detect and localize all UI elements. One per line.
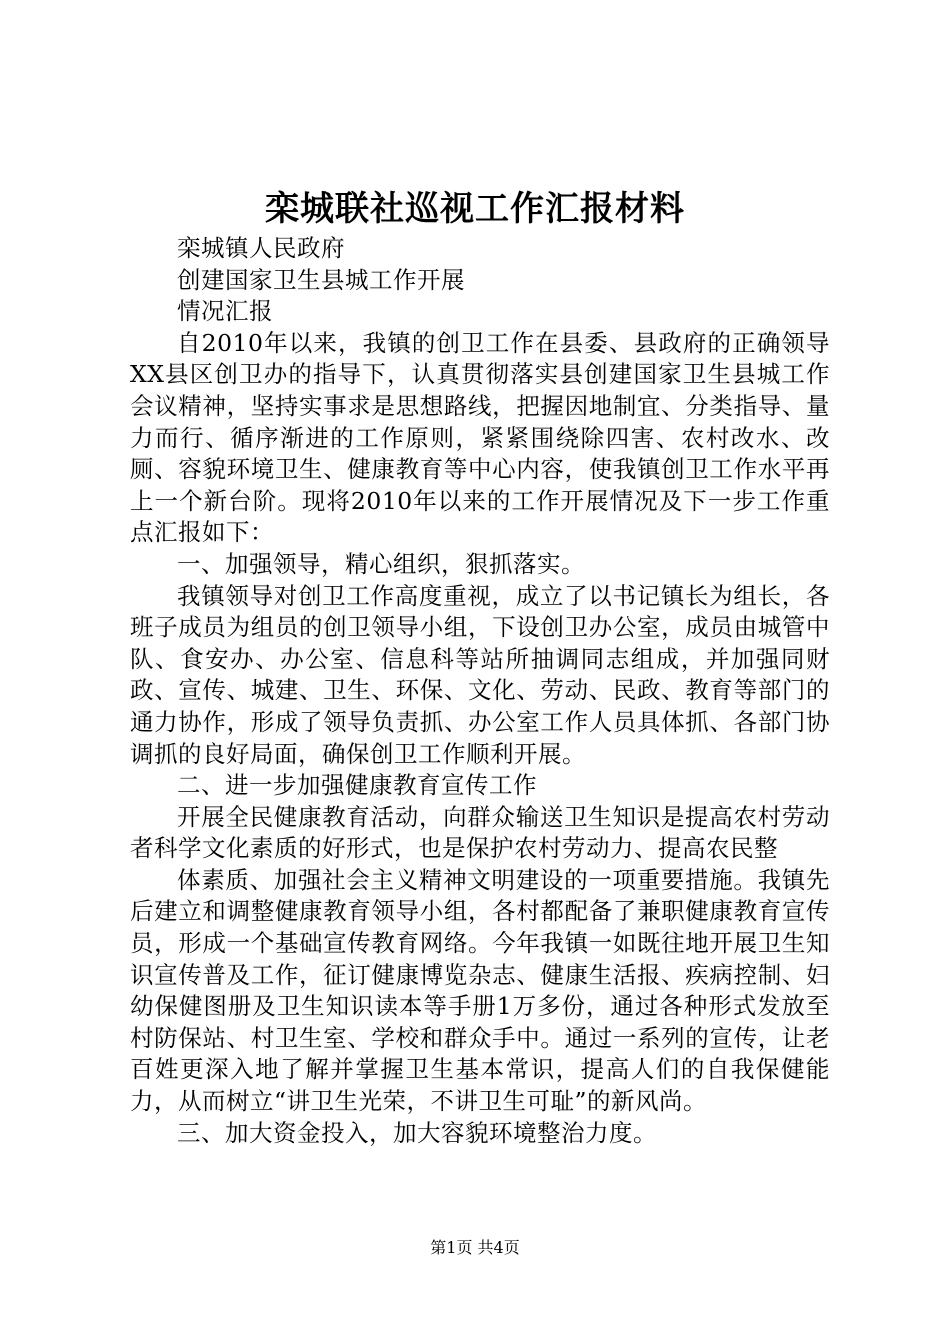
paragraph-section-2b: 体素质、加强社会主义精神文明建设的一项重要措施。我镇先后建立和调整健康教育领导小组，各村都配备了兼职健康教育宣传员，形成一个基础宣传教育网络。今年我镇一如既往地开展卫生知识宣传普及工作，征订健康博览杂志、健康生活报、疾病控制、妇幼保健图册及卫生知识读本等手册1万多份，通过各种形式发放至村防保站、村卫生室、学校和群众手中。通过一系列的宣传，让老百姓更深入地了解并掌握卫生基本常识，提高人们的自我保健能力，从而树立“讲卫生光荣，不讲卫生可耻”的新风尚。 <box>130 865 830 1116</box>
section-heading-2: 二、进一步加强健康教育宣传工作 <box>177 771 537 800</box>
document-body <box>130 233 830 1149</box>
paragraph-section-1: 我镇领导对创卫工作高度重视，成立了以书记镇长为组长，各班子成员为组员的创卫领导小组，下设创卫办公室，成员由城管中队、食安办、办公室、信息科等站所抽调同志组成，并加强同财政、宣传、城建、卫生、环保、文化、劳动、民政、教育等部门的通力协作，形成了领导负责抓、办公室工作人员具体抓、各部门协调抓的良好局面，确保创卫工作顺利开展。 <box>130 581 830 768</box>
paragraph-subtitle-1: 创建国家卫生县城工作开展 <box>177 265 465 294</box>
paragraph-org: 栾城镇人民政府 <box>177 234 345 262</box>
paragraph-section-2a: 开展全民健康教育活动，向群众输送卫生知识是提高农村劳动者科学文化素质的好形式，也是保护农村劳动力、提高农民整 <box>130 802 830 863</box>
paragraph-intro: 自2010年以来，我镇的创卫工作在县委、县政府的正确领导XX县区创卫办的指导下，认真贯彻落实县创建国家卫生县城工作会议精神，坚持实事求是思想路线，把握因地制宜、分类指导、量力而行、循序渐进的工作原则，紧紧围绕除四害、农村改水、改厕、容貌环境卫生、健康教育等中心内容，使我镇创卫工作水平再上一个新台阶。现将2010年以来的工作开展情况及下一步工作重点汇报如下： <box>130 328 830 547</box>
section-heading-3: 三、加大资金投入，加大容貌环境整治力度。 <box>177 1118 657 1147</box>
document-title: 栾城联社巡视工作汇报材料 <box>265 189 685 229</box>
section-heading-1: 一、加强领导，精心组织，狠抓落实。 <box>177 549 585 578</box>
page-footer: 第1页 共4页 <box>430 1238 520 1257</box>
paragraph-subtitle-2: 情况汇报 <box>177 297 273 326</box>
